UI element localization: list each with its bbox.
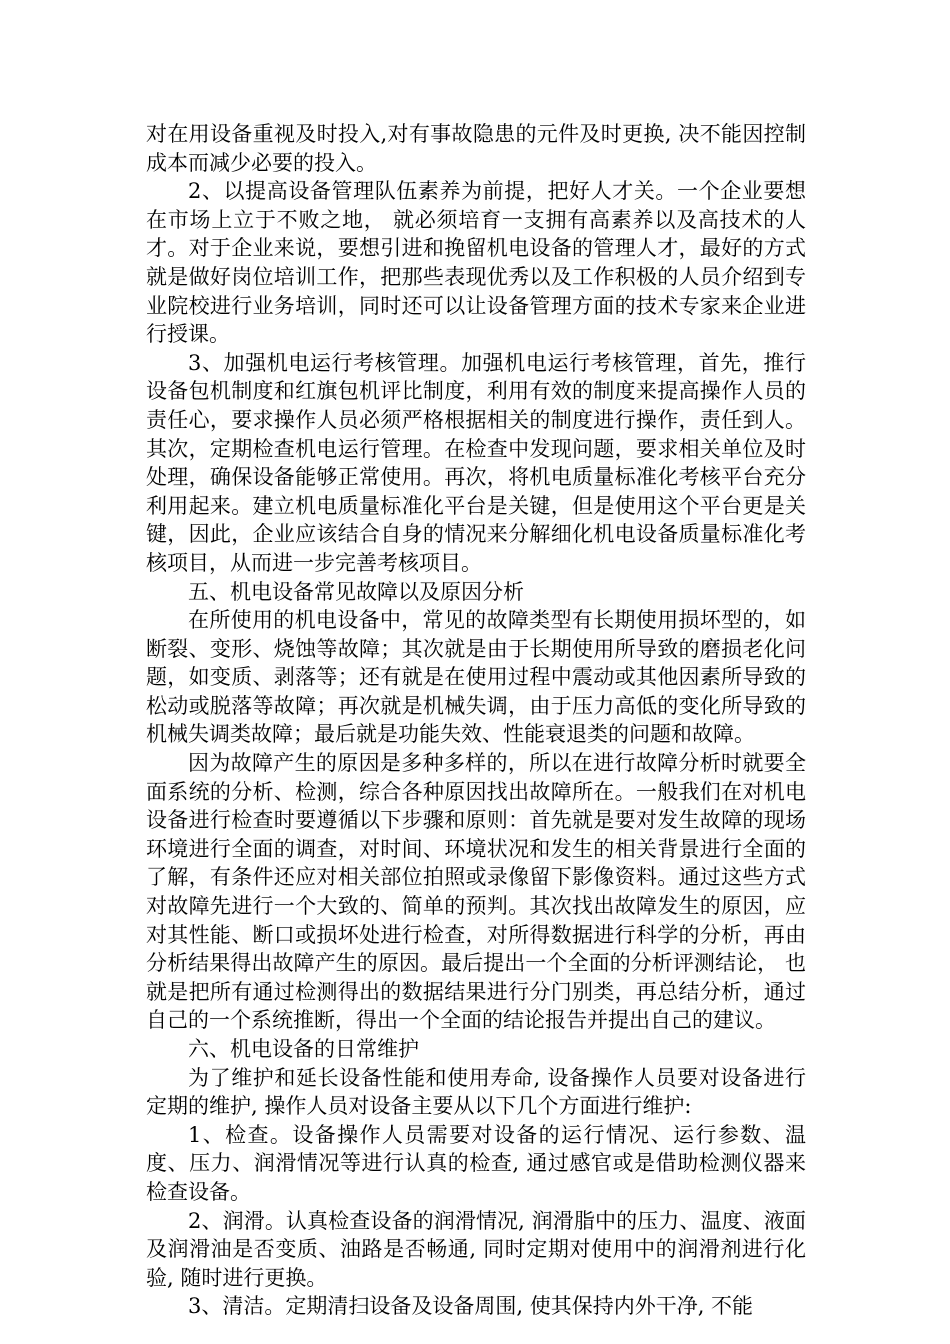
paragraph-fault-analysis: 因为故障产生的原因是多种多样的，所以在进行故障分析时就要全面系统的分析、检测，综合各种原因找出故障所在。一般我们在对机电设备进行检查时要遵循以下步骤和原则：首先就是要对发生故障的现场环境进行全面的调查，对时间、环境状况和发生的相关背景进行全面的了解，有条件还应对相关部位拍照或录像留下影像资料。通过这些方式对故障先进行一个大致的、简单的预判。其次找出故障发生的原因，应对其性能、断口或损坏处进行检查，对所得数据进行科学的分析，再由分析结果得出故障产生的原因。最后提出一个全面的分析评测结论， 也就是把所有通过检测得出的数据结果进行分门别类，再总结分析，通过自己的一个系统推断，得出一个全面的结论报告并提出自己的建议。 bbox=[146, 751, 806, 1033]
paragraph-maintenance-intro: 为了维护和延长设备性能和使用寿命, 设备操作人员要对设备进行定期的维护, 操作人员对设备主要从以下几个方面进行维护: bbox=[146, 1065, 806, 1119]
paragraph-lubrication: 2、润滑。认真检查设备的润滑情况, 润滑脂中的压力、温度、液面及润滑油是否变质、油路是否畅通, 同时定期对使用中的润滑剂进行化验, 随时进行更换。 bbox=[146, 1208, 806, 1290]
section-heading-six: 六、机电设备的日常维护 bbox=[188, 1037, 419, 1061]
paragraph-fault-types: 在所使用的机电设备中，常见的故障类型有长期使用损坏型的，如断裂、变形、烧蚀等故障；其次就是由于长期使用所导致的磨损老化问题，如变质、剥落等；还有就是在使用过程中震动或其他因素所导致的松动或脱落等故障；再次就是机械失调，由于压力高低的变化所导致的机械失调类故障；最后就是功能失效、性能衰退类的问题和故障。 bbox=[146, 608, 806, 747]
paragraph-cleaning: 3、清洁。定期清扫设备及设备周围, 使其保持内外干净, 不能 bbox=[188, 1294, 754, 1319]
paragraph-operation-assessment: 3、加强机电运行考核管理。加强机电运行考核管理，首先，推行设备包机制度和红旗包机评比制度，利用有效的制度来提高操作人员的责任心，要求操作人员必须严格根据相关的制度进行操作，责任到人。其次，定期检查机电运行管理。在检查中发现问题，要求相关单位及时处理，确保设备能够正常使用。再次，将机电质量标准化考核平台充分利用起来。建立机电质量标准化平台是关键，但是使用这个平台更是关键，因此，企业应该结合自身的情况来分解细化机电设备质量标准化考核项目，从而进一步完善考核项目。 bbox=[146, 350, 806, 575]
document-body bbox=[146, 120, 806, 1321]
paragraph-talent-management: 2、以提高设备管理队伍素养为前提，把好人才关。一个企业要想在市场上立于不败之地， 就必须培育一支拥有高素养以及高技术的人才。对于企业来说，要想引进和挽留机电设备的管理人才，最好的方式就是做好岗位培训工作，把那些表现优秀以及工作积极的人员介绍到专业院校进行业务培训，同时还可以让设备管理方面的技术专家来企业进行授课。 bbox=[146, 179, 806, 347]
paragraph-inspection: 1、检查。设备操作人员需要对设备的运行情况、运行参数、温度、压力、润滑情况等进行认真的检查, 通过感官或是借助检测仪器来检查设备。 bbox=[146, 1122, 806, 1204]
paragraph-continued: 对在用设备重视及时投入,对有事故隐患的元件及时更换, 决不能因控制成本而减少必要的投入。 bbox=[146, 122, 806, 175]
section-heading-five: 五、机电设备常见故障以及原因分析 bbox=[188, 579, 524, 604]
